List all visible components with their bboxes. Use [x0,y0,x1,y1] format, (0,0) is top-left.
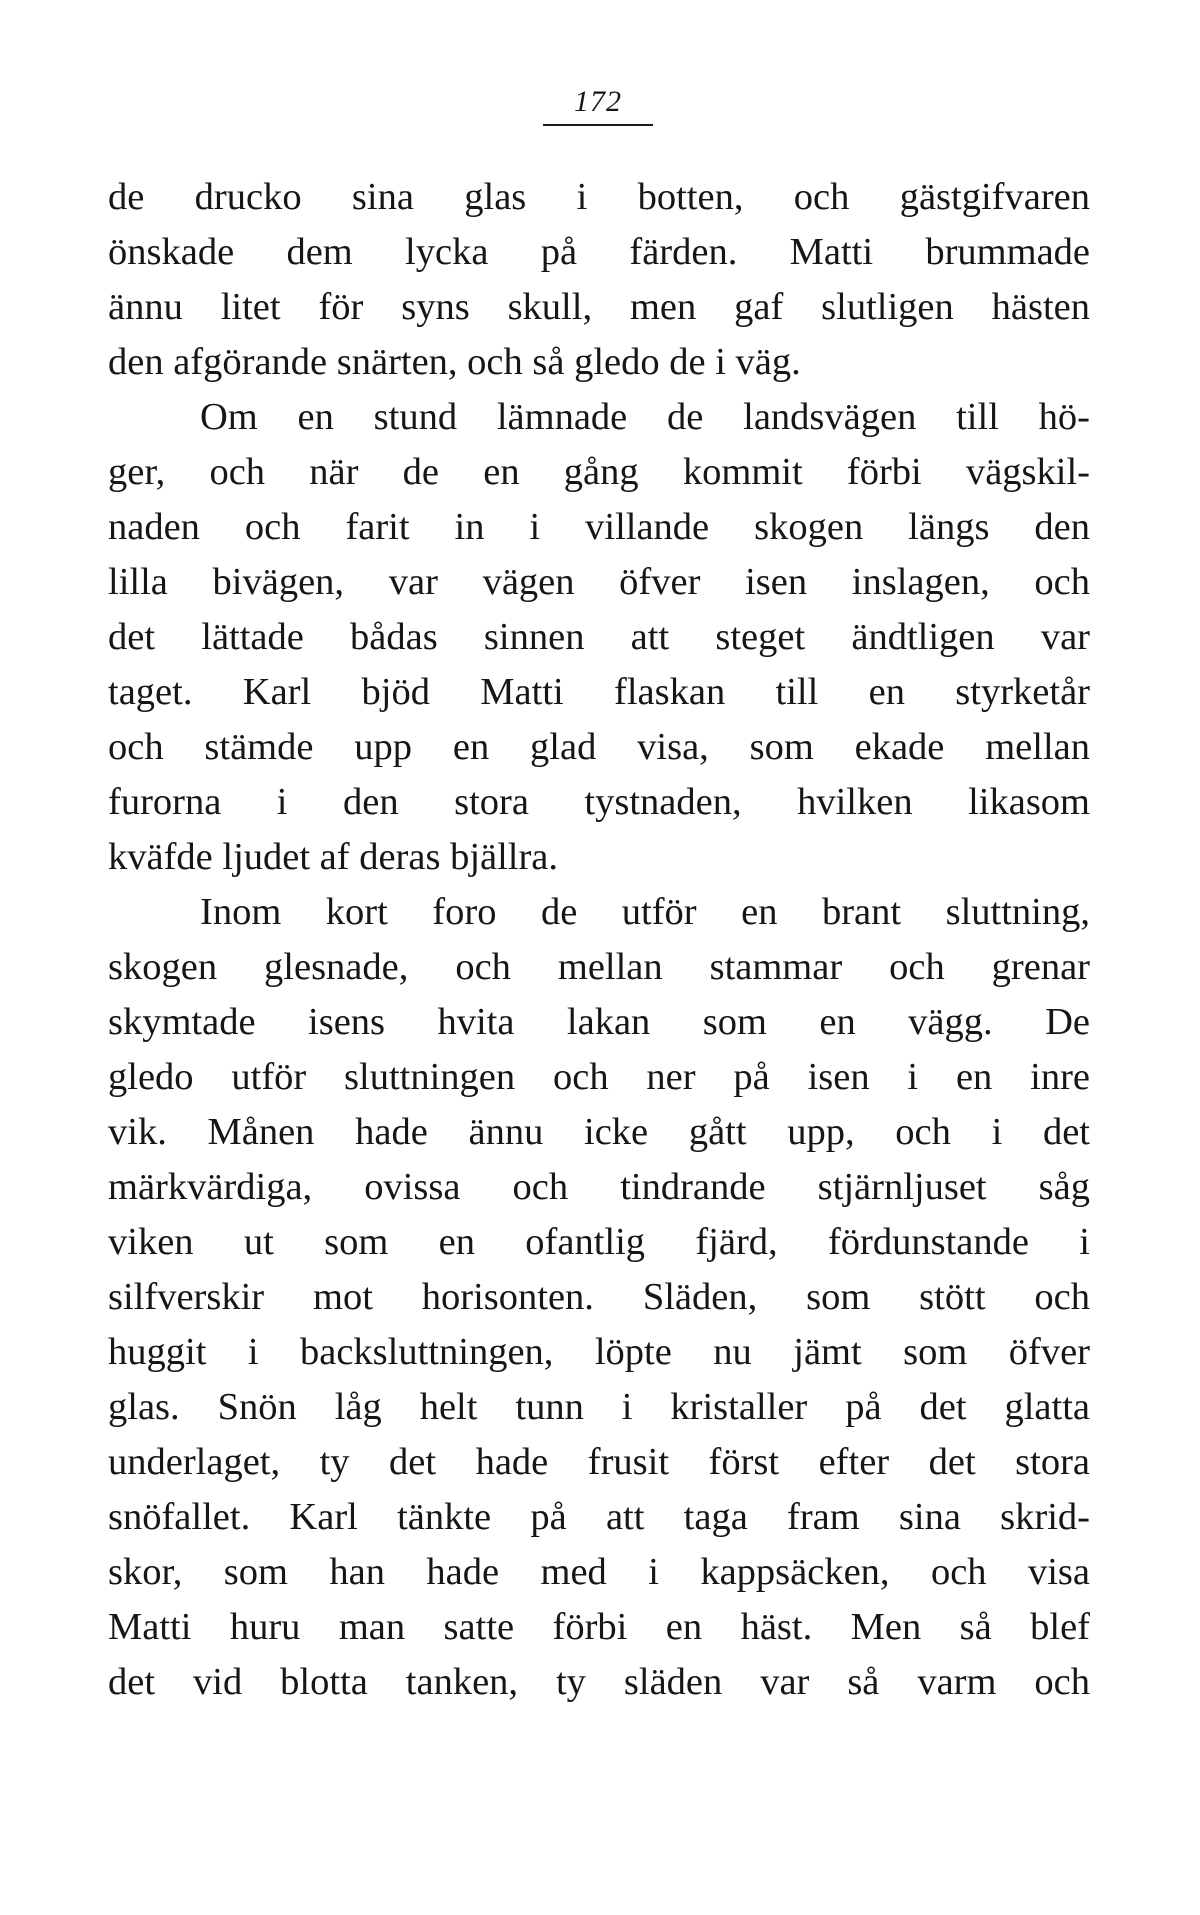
paragraph-first-line: Om en stund lämnade de landsvägen till hö- [200,396,1090,438]
paragraph-first-line: Inom kort foro de utför en brant sluttning, [200,891,1090,933]
text-line: ger, och när de en gång kommit förbi vägskil- [108,451,1090,493]
text-line: det vid blotta tanken, ty släden var så varm och [108,1661,1090,1703]
text-line: lilla bivägen, var vägen öfver isen inslagen, och [108,561,1090,603]
text-line: snöfallet. Karl tänkte på att taga fram sina skrid- [108,1496,1090,1538]
text-line: Matti huru man satte förbi en häst. Men så blef [108,1606,1090,1648]
text-line: kväfde ljudet af deras bjällra. [108,836,559,878]
text-line: ännu litet för syns skull, men gaf slutligen hästen [108,286,1090,328]
text-line: det lättade bådas sinnen att steget ändtligen var [108,616,1090,658]
text-line: de drucko sina glas i botten, och gästgifvaren [108,176,1090,218]
text-line: gledo utför sluttningen och ner på isen i en inre [108,1056,1090,1098]
text-line: önskade dem lycka på färden. Matti brummade [108,231,1090,273]
text-line: glas. Snön låg helt tunn i kristaller på det glatta [108,1386,1090,1428]
text-line: och stämde upp en glad visa, som ekade mellan [108,726,1090,768]
text-line: silfverskir mot horisonten. Släden, som stött och [108,1276,1090,1318]
text-line: naden och farit in i villande skogen längs den [108,506,1090,548]
body-text [108,170,1090,1710]
page-number: 172 [543,82,653,126]
text-line: taget. Karl bjöd Matti flaskan till en styrketår [108,671,1090,713]
text-line: furorna i den stora tystnaden, hvilken likasom [108,781,1090,823]
text-line: skymtade isens hvita lakan som en vägg. De [108,1001,1090,1043]
text-line: vik. Månen hade ännu icke gått upp, och i det [108,1111,1090,1153]
text-line: skor, som han hade med i kappsäcken, och visa [108,1551,1090,1593]
text-line: skogen glesnade, och mellan stammar och grenar [108,946,1090,988]
text-line: märkvärdiga, ovissa och tindrande stjärnljuset såg [108,1166,1090,1208]
text-line: underlaget, ty det hade frusit först efter det stora [108,1441,1090,1483]
text-line: viken ut som en ofantlig fjärd, fördunstande i [108,1221,1090,1263]
text-line: den afgörande snärten, och så gledo de i väg. [108,341,801,383]
text-line: huggit i backsluttningen, löpte nu jämt som öfver [108,1331,1090,1373]
